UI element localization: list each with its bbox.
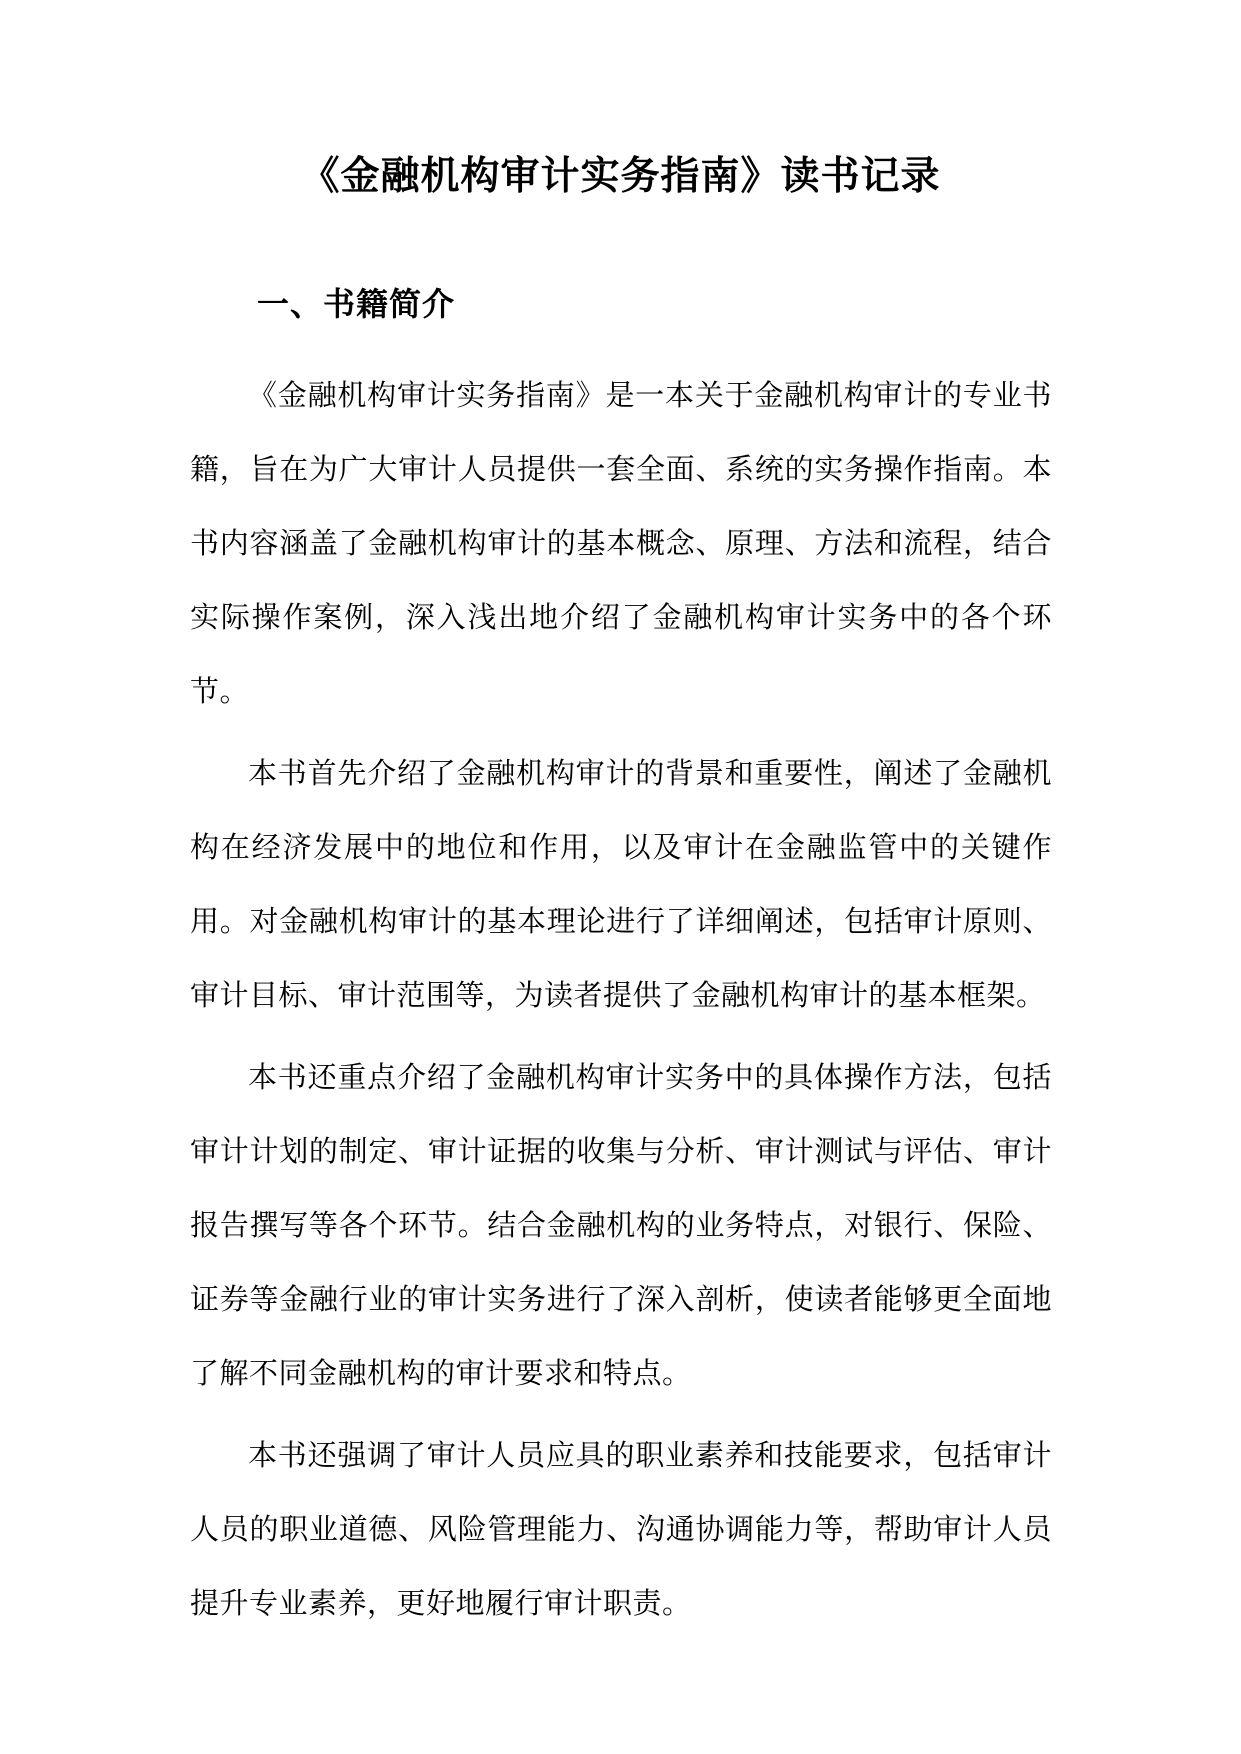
paragraph: 本书还强调了审计人员应具的职业素养和技能要求，包括审计人员的职业道德、风险管理能力、沟通协调能力等，帮助审计人员提升专业素养，更好地履行审计职责。 <box>190 1438 1052 1620</box>
paragraph: 本书首先介绍了金融机构审计的背景和重要性，阐述了金融机构在经济发展中的地位和作用，以及审计在金融监管中的关键作用。对金融机构审计的基本理论进行了详细阐述，包括审计原则、审计目标、审计范围等，为读者提供了金融机构审计的基本框架。 <box>190 756 1052 1012</box>
paragraph: 本书还重点介绍了金融机构审计实务中的具体操作方法，包括审计计划的制定、审计证据的收集与分析、审计测试与评估、审计报告撰写等各个环节。结合金融机构的业务特点，对银行、保险、证券等金融行业的审计实务进行了深入剖析，使读者能够更全面地了解不同金融机构的审计要求和特点。 <box>190 1060 1052 1390</box>
document-title: 《金融机构审计实务指南》读书记录 <box>300 153 941 199</box>
paragraph: 《金融机构审计实务指南》是一本关于金融机构审计的专业书籍，旨在为广大审计人员提供一套全面、系统的实务操作指南。本书内容涵盖了金融机构审计的基本概念、原理、方法和流程，结合实际操作案例，深入浅出地介绍了金融机构审计实务中的各个环节。 <box>190 378 1052 708</box>
section-heading-book-intro: 一、书籍简介 <box>257 285 456 323</box>
section-body <box>190 358 1052 1648</box>
